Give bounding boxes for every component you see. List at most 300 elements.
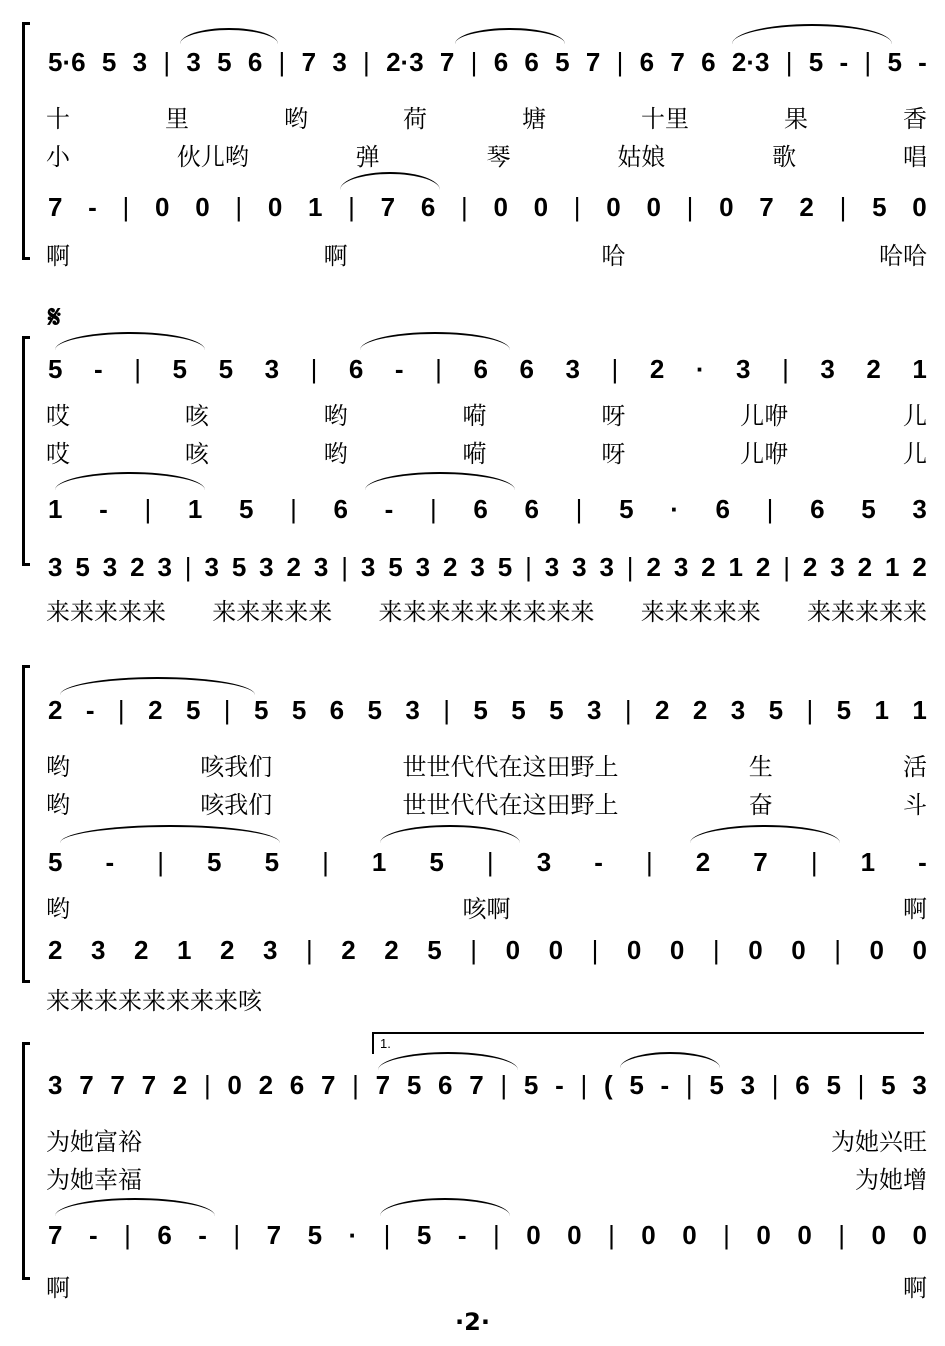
barline: |: [233, 1219, 241, 1250]
barline: |: [686, 191, 694, 222]
token: 1: [884, 551, 900, 582]
token: 3: [91, 934, 106, 965]
token: 1: [308, 191, 323, 222]
token: 塘: [522, 104, 546, 133]
token: 姑娘: [617, 142, 666, 171]
token: 3: [48, 551, 63, 582]
barline: |: [766, 493, 774, 524]
token: 0: [606, 191, 621, 222]
token: 0: [756, 1219, 771, 1250]
token: 啊: [46, 1273, 70, 1302]
token: 5: [367, 694, 382, 725]
barline: |: [685, 1069, 693, 1100]
token: 2: [649, 353, 665, 384]
token: 0: [641, 1219, 656, 1250]
token: 3: [259, 551, 274, 582]
token: 6: [524, 493, 540, 524]
slur: [380, 825, 520, 843]
token: 0: [505, 934, 521, 965]
token: -: [918, 46, 927, 77]
token: 0: [748, 934, 763, 965]
token: 3: [48, 1069, 63, 1100]
bass-lyric-2: [46, 592, 927, 626]
token: -: [198, 1219, 207, 1250]
token: 5: [253, 694, 269, 725]
barline: |: [223, 694, 231, 725]
token: 0: [567, 1219, 582, 1250]
token: 2: [655, 694, 670, 725]
barline: |: [616, 46, 624, 77]
token: 咳: [184, 401, 209, 430]
lyric-verse-2: [46, 785, 927, 819]
token: 7: [753, 846, 768, 877]
token: 7: [585, 46, 601, 77]
barline: |: [341, 551, 349, 582]
token: 2: [646, 551, 661, 582]
barline: |: [157, 846, 164, 877]
lyric-verse-1: [46, 99, 927, 133]
token: 3: [415, 551, 431, 582]
token: 6: [524, 46, 539, 77]
token: 1: [874, 694, 889, 725]
token: 小: [46, 142, 70, 171]
token: 6: [715, 493, 731, 524]
token: 0: [526, 1219, 541, 1250]
token: 活: [903, 752, 927, 781]
token: 3: [470, 551, 485, 582]
token: 1: [48, 493, 63, 524]
bass-row-3: [48, 933, 927, 967]
token: 3: [360, 551, 376, 582]
token: 7: [380, 191, 396, 222]
token: 儿: [902, 439, 927, 468]
token: 6: [473, 493, 488, 524]
token: 6: [493, 46, 509, 77]
token: 6: [289, 1069, 305, 1100]
token: 5: [808, 46, 824, 77]
token: 7: [759, 191, 774, 222]
token: 咳: [184, 439, 209, 468]
barline: |: [810, 846, 818, 877]
token: 咳我们: [200, 790, 273, 819]
token: 0: [669, 934, 685, 965]
token: 啊: [903, 1273, 927, 1302]
token: -: [85, 694, 95, 725]
token: 0: [267, 191, 283, 222]
token: -: [88, 1219, 98, 1250]
token: 3: [586, 694, 602, 725]
barline: |: [839, 191, 847, 222]
system-brace: [22, 1042, 25, 1280]
token: 呀: [601, 401, 626, 430]
page-number: ·2·: [455, 1308, 490, 1336]
token: 唱: [902, 142, 927, 171]
token: 3: [730, 694, 746, 725]
slur: [340, 172, 440, 190]
barline: |: [278, 46, 286, 77]
token: 3: [102, 551, 118, 582]
token: 5: [429, 846, 444, 877]
token: 2: [384, 934, 399, 965]
barline: |: [626, 551, 634, 582]
barline: |: [525, 551, 532, 582]
token: 5·6: [48, 46, 86, 77]
token: 5: [619, 493, 634, 524]
token: 5: [497, 551, 513, 582]
slur: [732, 24, 892, 44]
melody-row-1: [48, 45, 927, 79]
token: 2: [695, 846, 711, 877]
token: 里: [165, 104, 189, 133]
barline: |: [624, 694, 632, 725]
system-brace: [22, 665, 25, 983]
token: 7: [670, 46, 685, 77]
token: 1: [912, 694, 927, 725]
token: 为她幸福: [46, 1165, 142, 1194]
token: 5: [307, 1219, 323, 1250]
token: 5: [291, 694, 307, 725]
barline: |: [435, 353, 442, 384]
token: 2: [220, 934, 235, 965]
token: 十: [46, 104, 70, 133]
token: -: [839, 46, 849, 77]
token: 哟: [46, 790, 70, 819]
token: 2: [134, 934, 149, 965]
barline: |: [785, 46, 793, 77]
slur: [60, 825, 280, 843]
token: 3: [332, 46, 347, 77]
harmony-row-3: [48, 845, 927, 879]
slur: [378, 1052, 518, 1070]
slur: [55, 1198, 215, 1216]
barline: |: [352, 1069, 359, 1100]
slur: [365, 472, 515, 490]
token: 1: [187, 493, 203, 524]
token: -: [394, 353, 404, 384]
token: 伙儿哟: [176, 142, 249, 171]
token: 5: [872, 191, 887, 222]
token: 世世代代在这田野上: [402, 790, 619, 819]
token: 来来来来来: [640, 597, 761, 626]
token: 7: [320, 1069, 336, 1100]
token: 6: [420, 191, 436, 222]
barline: |: [723, 1219, 730, 1250]
barline: |: [771, 1069, 779, 1100]
token: 2: [286, 551, 301, 582]
token: 5: [101, 46, 117, 77]
slur: [55, 332, 205, 350]
token: 7: [266, 1219, 282, 1250]
token: 5: [629, 1069, 644, 1100]
token: -: [105, 846, 115, 877]
token: 1: [371, 846, 387, 877]
token: 咳啊: [462, 894, 511, 923]
barline: |: [144, 493, 152, 524]
barline: |: [235, 191, 243, 222]
token: 3: [599, 551, 614, 582]
token: 2: [755, 551, 771, 582]
token: 3: [572, 551, 587, 582]
token: 5: [826, 1069, 841, 1100]
barline: |: [348, 191, 355, 222]
slur: [690, 825, 840, 843]
token: 3: [912, 493, 927, 524]
token: 5: [427, 934, 442, 965]
token: 2: [692, 694, 708, 725]
barline: |: [864, 46, 872, 77]
barline: |: [430, 493, 437, 524]
token: 3: [536, 846, 552, 877]
token: -: [457, 1219, 467, 1250]
token: 5: [523, 1069, 539, 1100]
token: 来来来来来来来来咳: [46, 986, 262, 1015]
token: 来来来来来来来来来: [378, 597, 595, 626]
melody-row-3: [48, 693, 927, 727]
token: 2: [799, 191, 814, 222]
token: 5: [48, 846, 63, 877]
slur: [380, 1198, 510, 1216]
slur: [55, 472, 205, 490]
lyric-verse-2: [46, 434, 927, 468]
token: 3: [830, 551, 845, 582]
token: 2: [148, 694, 163, 725]
token: 5: [881, 1069, 896, 1100]
token: 7: [141, 1069, 157, 1100]
slur: [180, 28, 278, 44]
token: 6: [701, 46, 716, 77]
token: 歌: [772, 142, 797, 171]
token: 2: [341, 934, 356, 965]
token: ·: [695, 353, 705, 384]
token: 7: [375, 1069, 391, 1100]
token: 3: [132, 46, 148, 77]
barline: |: [470, 934, 478, 965]
token: 0: [912, 191, 927, 222]
system-brace: [22, 336, 25, 566]
lyric-verse-1: [46, 396, 927, 430]
token: 呀: [601, 439, 626, 468]
barline: |: [310, 353, 318, 384]
lyric-verse-1: [46, 1122, 927, 1156]
token: 哟: [284, 104, 308, 133]
token: 啊: [323, 241, 348, 270]
token: 咳我们: [200, 752, 273, 781]
token: 7: [48, 191, 63, 222]
token: 3: [912, 1069, 927, 1100]
harmony-row-2: [48, 492, 927, 526]
harmony-lyric-3: [46, 889, 927, 923]
volta-bracket: 1.: [372, 1032, 924, 1054]
token: 6: [438, 1069, 453, 1100]
token: 弹: [355, 142, 380, 171]
token: 哟: [46, 894, 70, 923]
barline: |: [290, 493, 297, 524]
token: ·: [348, 1219, 358, 1250]
token: 琴: [486, 142, 511, 171]
token: 5: [768, 694, 784, 725]
token: 5: [264, 846, 280, 877]
token: 6: [519, 353, 534, 384]
token: 2: [172, 1069, 188, 1100]
barline: |: [608, 1219, 615, 1250]
token: 6: [329, 694, 345, 725]
token: 来来来来来: [46, 597, 166, 626]
token: 嗬: [462, 439, 487, 468]
barline: |: [611, 353, 619, 384]
token: ·: [670, 493, 679, 524]
token: 哟: [323, 401, 348, 430]
barline: |: [383, 1219, 391, 1250]
token: 0: [912, 1219, 927, 1250]
token: 斗: [903, 790, 927, 819]
barline: |: [783, 551, 791, 582]
barline: |: [838, 1219, 846, 1250]
token: 5: [511, 694, 526, 725]
token: 3: [740, 1069, 756, 1100]
barline: |: [834, 934, 841, 965]
system-brace: [22, 22, 25, 260]
melody-row-4: [48, 1068, 927, 1102]
barline: |: [712, 934, 720, 965]
token: 5: [185, 694, 201, 725]
barline: |: [500, 1069, 508, 1100]
token: 6: [348, 353, 364, 384]
token: 3: [263, 934, 278, 965]
token: 2: [442, 551, 458, 582]
token: 3: [157, 551, 172, 582]
barline: |: [184, 551, 192, 582]
token: 0: [912, 934, 927, 965]
token: 啊: [46, 241, 70, 270]
barline: |: [363, 46, 370, 77]
slur: [620, 1052, 720, 1068]
token: 3: [565, 353, 580, 384]
token: 7: [301, 46, 317, 77]
token: 6: [795, 1069, 810, 1100]
token: 来来来来来: [212, 597, 333, 626]
token: 6: [473, 353, 488, 384]
token: 1: [912, 353, 927, 384]
token: 7: [439, 46, 455, 77]
barline: |: [134, 353, 141, 384]
token: 5: [406, 1069, 422, 1100]
token: 5: [239, 493, 254, 524]
barline: |: [460, 191, 468, 222]
token: 为她增: [855, 1165, 927, 1194]
token: 儿咿: [740, 439, 789, 468]
token: 哟: [46, 752, 70, 781]
token: 香: [903, 104, 927, 133]
barline: |: [322, 846, 329, 877]
barline: |: [806, 694, 814, 725]
token: 0: [533, 191, 549, 222]
barline: |: [580, 1069, 588, 1100]
barline: |: [163, 46, 171, 77]
barline: |: [117, 694, 125, 725]
token: 1: [177, 934, 192, 965]
token: 十里: [641, 104, 689, 133]
token: 嗬: [462, 401, 487, 430]
token: 3: [544, 551, 560, 582]
slur: [360, 332, 510, 350]
token: 为她富裕: [46, 1127, 142, 1156]
token: -: [94, 353, 103, 384]
token: -: [384, 493, 394, 524]
barline: |: [486, 846, 494, 877]
token: 6: [810, 493, 825, 524]
token: 5: [709, 1069, 724, 1100]
token: 2: [258, 1069, 274, 1100]
token: -: [918, 846, 927, 877]
token: 0: [871, 1219, 886, 1250]
token: 5: [217, 46, 232, 77]
token: 果: [784, 104, 808, 133]
token: 0: [682, 1219, 697, 1250]
token: 世世代代在这田野上: [402, 752, 619, 781]
lyric-verse-2: [46, 1160, 927, 1194]
token: -: [88, 191, 97, 222]
token: 3: [313, 551, 329, 582]
token: 生: [748, 752, 773, 781]
slur: [60, 677, 255, 695]
token: 5: [416, 1219, 432, 1250]
token: 5: [231, 551, 247, 582]
token: 0: [791, 934, 806, 965]
token: 0: [493, 191, 508, 222]
token: 3: [405, 694, 420, 725]
token: 7: [79, 1069, 94, 1100]
token: 6: [639, 46, 655, 77]
barline: |: [122, 191, 130, 222]
token: 儿: [902, 401, 927, 430]
token: 0: [155, 191, 170, 222]
token: 6: [157, 1219, 172, 1250]
barline: |: [591, 934, 599, 965]
token: 5: [555, 46, 570, 77]
barline: |: [573, 191, 581, 222]
token: 2: [701, 551, 716, 582]
bass-row-2: [48, 550, 927, 584]
token: 5: [172, 353, 188, 384]
token: 7: [48, 1219, 63, 1250]
token: 哟: [323, 439, 348, 468]
lyric-verse-2: [46, 137, 927, 171]
token: 为她兴旺: [831, 1127, 927, 1156]
lyric-verse-1: [46, 747, 927, 781]
token: 2·3: [386, 46, 424, 77]
token: 5: [207, 846, 222, 877]
harmony-lyric-4: [46, 1268, 927, 1302]
token: 5: [388, 551, 403, 582]
token: 5: [473, 694, 488, 725]
harmony-lyric-1: [46, 236, 927, 270]
token: 哎: [46, 439, 70, 468]
token: 2·3: [731, 46, 770, 77]
token: 5: [887, 46, 902, 77]
token: 0: [869, 934, 884, 965]
token: 3: [204, 551, 219, 582]
barline: |: [782, 353, 789, 384]
token: 3: [264, 353, 280, 384]
token: 0: [719, 191, 734, 222]
token: 哈哈: [878, 241, 927, 270]
token: 2: [857, 551, 873, 582]
token: 1: [860, 846, 876, 877]
token: -: [660, 1069, 670, 1100]
token: 哎: [46, 401, 70, 430]
bass-lyric-3: [46, 981, 927, 1015]
barline: |: [575, 493, 583, 524]
